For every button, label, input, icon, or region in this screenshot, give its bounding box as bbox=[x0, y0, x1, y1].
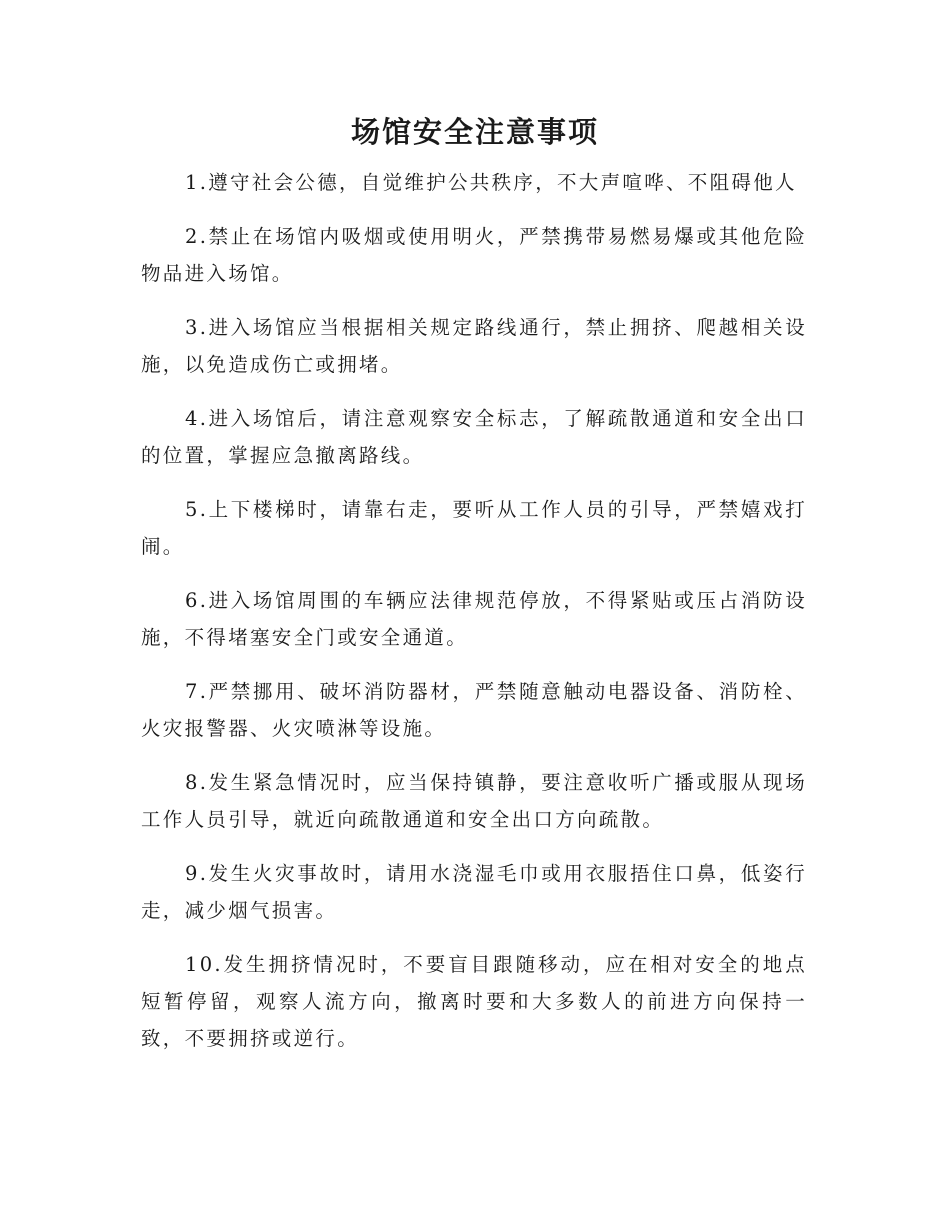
rule-paragraph-5: 5.上下楼梯时，请靠右走，要听从工作人员的引导，严禁嬉戏打闹。 bbox=[141, 498, 807, 558]
rule-paragraph-8: 8.发生紧急情况时，应当保持镇静，要注意收听广播或服从现场工作人员引导，就近向疏散通道和安全出口方向疏散。 bbox=[141, 771, 807, 831]
rule-paragraph-10: 10.发生拥挤情况时，不要盲目跟随移动，应在相对安全的地点短暂停留，观察人流方向，撤离时要和大多数人的前进方向保持一致，不要拥挤或逆行。 bbox=[141, 953, 807, 1050]
rule-paragraph-7: 7.严禁挪用、破坏消防器材，严禁随意触动电器设备、消防栓、火灾报警器、火灾喷淋等设施。 bbox=[141, 680, 807, 740]
document-body bbox=[141, 164, 807, 1074]
rule-paragraph-1: 1.遵守社会公德，自觉维护公共秩序，不大声喧哗、不阻碍他人 bbox=[185, 171, 797, 194]
document-title: 场馆安全注意事项 bbox=[350, 115, 599, 149]
rule-paragraph-2: 2.禁止在场馆内吸烟或使用明火，严禁携带易燃易爆或其他危险物品进入场馆。 bbox=[141, 225, 807, 285]
rule-paragraph-3: 3.进入场馆应当根据相关规定路线通行，禁止拥挤、爬越相关设施，以免造成伤亡或拥堵。 bbox=[141, 316, 807, 376]
rule-paragraph-6: 6.进入场馆周围的车辆应法律规范停放，不得紧贴或压占消防设施，不得堵塞安全门或安全通道。 bbox=[141, 589, 807, 649]
rule-paragraph-9: 9.发生火灾事故时，请用水浇湿毛巾或用衣服捂住口鼻，低姿行走，减少烟气损害。 bbox=[141, 862, 807, 922]
rule-paragraph-4: 4.进入场馆后，请注意观察安全标志，了解疏散通道和安全出口的位置，掌握应急撤离路线。 bbox=[141, 407, 807, 467]
